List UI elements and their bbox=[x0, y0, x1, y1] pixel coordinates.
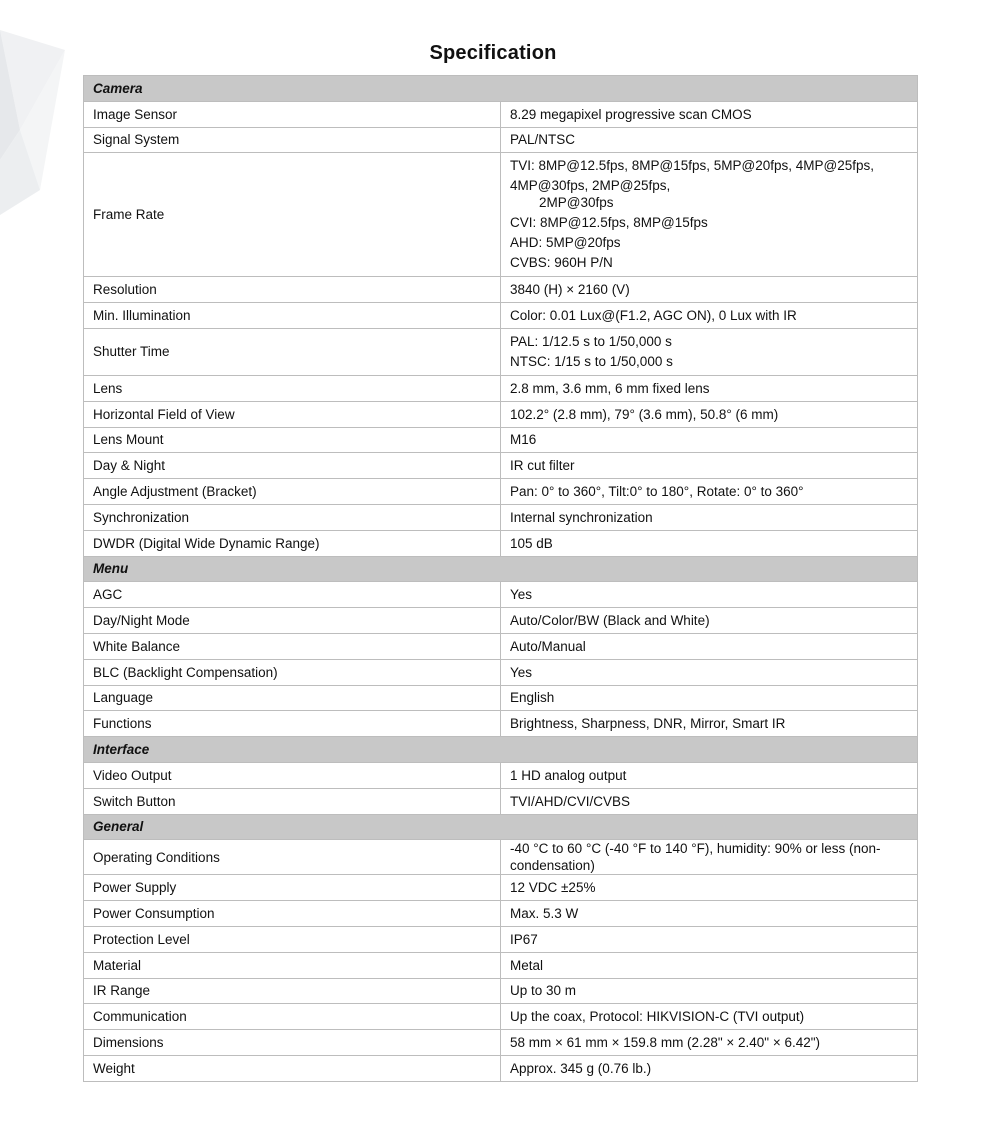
spec-value bbox=[501, 277, 918, 303]
spec-value bbox=[501, 401, 918, 427]
spec-value bbox=[501, 582, 918, 608]
spec-value-line: NTSC: 1/15 s to 1/50,000 s bbox=[510, 353, 673, 369]
spec-value bbox=[501, 926, 918, 952]
spec-label: Lens Mount bbox=[84, 427, 501, 453]
table-row bbox=[84, 277, 918, 303]
spec-value-line: 2MP@30fps bbox=[539, 195, 614, 211]
spec-value bbox=[501, 530, 918, 556]
table-row bbox=[84, 608, 918, 634]
spec-label: Material bbox=[84, 952, 501, 978]
spec-value bbox=[501, 153, 918, 277]
spec-label: Shutter Time bbox=[84, 328, 501, 375]
spec-value-line: Up to 30 m bbox=[510, 983, 577, 999]
table-row bbox=[84, 901, 918, 927]
table-row bbox=[84, 427, 918, 453]
spec-value-line: English bbox=[510, 690, 555, 706]
table-row bbox=[84, 530, 918, 556]
spec-label: Switch Button bbox=[84, 788, 501, 814]
spec-value bbox=[501, 1055, 918, 1081]
section-header-interface bbox=[84, 737, 918, 763]
spec-label: Day & Night bbox=[84, 453, 501, 479]
table-row bbox=[84, 1055, 918, 1081]
spec-value-line: Up the coax, Protocol: HIKVISION-C (TVI output) bbox=[510, 1009, 805, 1025]
spec-value-line: -40 °C to 60 °C (-40 °F to 140 °F), humidity: 90% or less (non-condensation) bbox=[510, 841, 881, 874]
spec-value-line: Pan: 0° to 360°, Tilt:0° to 180°, Rotate: 0° to 360° bbox=[510, 484, 804, 500]
spec-label: Lens bbox=[84, 375, 501, 401]
spec-label: Functions bbox=[84, 711, 501, 737]
spec-label: Horizontal Field of View bbox=[84, 401, 501, 427]
spec-value bbox=[501, 762, 918, 788]
spec-value-line: Yes bbox=[510, 587, 533, 603]
table-row bbox=[84, 952, 918, 978]
spec-label: Power Supply bbox=[84, 875, 501, 901]
spec-value-line: TVI: 8MP@12.5fps, 8MP@15fps, 5MP@20fps, 4MP@25fps, 4MP@30fps, 2MP@25fps, bbox=[510, 158, 874, 194]
table-row bbox=[84, 582, 918, 608]
table-row bbox=[84, 659, 918, 685]
table-row bbox=[84, 840, 918, 875]
table-row bbox=[84, 453, 918, 479]
spec-label: Min. Illumination bbox=[84, 303, 501, 329]
table-row bbox=[84, 685, 918, 711]
spec-value bbox=[501, 1004, 918, 1030]
spec-value bbox=[501, 127, 918, 153]
table-row bbox=[84, 303, 918, 329]
spec-value-line: 3840 (H) × 2160 (V) bbox=[510, 282, 630, 298]
specification-table bbox=[83, 75, 918, 1082]
spec-label: Power Consumption bbox=[84, 901, 501, 927]
spec-label: Angle Adjustment (Bracket) bbox=[84, 479, 501, 505]
section-title: General bbox=[84, 814, 918, 840]
table-row bbox=[84, 762, 918, 788]
spec-label: White Balance bbox=[84, 633, 501, 659]
spec-label: Resolution bbox=[84, 277, 501, 303]
table-row bbox=[84, 328, 918, 375]
spec-value bbox=[501, 901, 918, 927]
section-title: Menu bbox=[84, 556, 918, 582]
table-row bbox=[84, 101, 918, 127]
spec-label: Weight bbox=[84, 1055, 501, 1081]
table-row bbox=[84, 504, 918, 530]
spec-value-line: Max. 5.3 W bbox=[510, 906, 579, 922]
spec-value bbox=[501, 328, 918, 375]
spec-value bbox=[501, 1030, 918, 1056]
spec-value bbox=[501, 685, 918, 711]
table-row bbox=[84, 978, 918, 1004]
spec-value-line: IR cut filter bbox=[510, 458, 575, 474]
spec-label: Day/Night Mode bbox=[84, 608, 501, 634]
section-title: Camera bbox=[84, 76, 918, 102]
spec-label: DWDR (Digital Wide Dynamic Range) bbox=[84, 530, 501, 556]
spec-value-line: Metal bbox=[510, 957, 544, 973]
spec-value-line: Brightness, Sharpness, DNR, Mirror, Smart IR bbox=[510, 716, 786, 732]
spec-value-line: 2.8 mm, 3.6 mm, 6 mm fixed lens bbox=[510, 380, 710, 396]
page-title: Specification bbox=[429, 42, 557, 64]
spec-value bbox=[501, 840, 918, 875]
spec-label: Communication bbox=[84, 1004, 501, 1030]
section-title: Interface bbox=[84, 737, 918, 763]
spec-value-line: Auto/Manual bbox=[510, 638, 586, 654]
spec-value bbox=[501, 608, 918, 634]
spec-value bbox=[501, 711, 918, 737]
section-header-camera bbox=[84, 76, 918, 102]
table-row bbox=[84, 479, 918, 505]
spec-value bbox=[501, 504, 918, 530]
spec-label: Signal System bbox=[84, 127, 501, 153]
spec-value bbox=[501, 633, 918, 659]
section-header-general bbox=[84, 814, 918, 840]
spec-value bbox=[501, 101, 918, 127]
spec-value-line: M16 bbox=[510, 432, 537, 448]
spec-label: IR Range bbox=[84, 978, 501, 1004]
spec-label: Synchronization bbox=[84, 504, 501, 530]
spec-value bbox=[501, 659, 918, 685]
spec-value bbox=[501, 479, 918, 505]
spec-value-line: CVI: 8MP@12.5fps, 8MP@15fps bbox=[510, 215, 708, 231]
table-row bbox=[84, 127, 918, 153]
spec-value-line: TVI/AHD/CVI/CVBS bbox=[510, 793, 631, 809]
spec-value-line: 8.29 megapixel progressive scan CMOS bbox=[510, 106, 752, 122]
spec-value-line: Approx. 345 g (0.76 lb.) bbox=[510, 1060, 652, 1076]
spec-label: BLC (Backlight Compensation) bbox=[84, 659, 501, 685]
spec-label: Video Output bbox=[84, 762, 501, 788]
spec-value-line: 1 HD analog output bbox=[510, 767, 627, 783]
spec-value bbox=[501, 875, 918, 901]
table-row bbox=[84, 926, 918, 952]
spec-value-line: 105 dB bbox=[510, 535, 553, 551]
spec-value-line: Auto/Color/BW (Black and White) bbox=[510, 613, 710, 629]
spec-value-line: CVBS: 960H P/N bbox=[510, 255, 613, 271]
table-row bbox=[84, 1004, 918, 1030]
spec-label: Frame Rate bbox=[84, 153, 501, 277]
spec-value-line: Yes bbox=[510, 664, 533, 680]
spec-value bbox=[501, 375, 918, 401]
spec-value-line: IP67 bbox=[510, 931, 538, 947]
spec-value-line: PAL: 1/12.5 s to 1/50,000 s bbox=[510, 333, 672, 349]
spec-value-line: PAL/NTSC bbox=[510, 132, 576, 148]
spec-value bbox=[501, 952, 918, 978]
spec-label: Protection Level bbox=[84, 926, 501, 952]
table-row bbox=[84, 788, 918, 814]
spec-value bbox=[501, 303, 918, 329]
spec-label: Image Sensor bbox=[84, 101, 501, 127]
table-row bbox=[84, 1030, 918, 1056]
spec-label: Dimensions bbox=[84, 1030, 501, 1056]
spec-value-line: 12 VDC ±25% bbox=[510, 880, 596, 896]
spec-label: AGC bbox=[84, 582, 501, 608]
spec-value bbox=[501, 978, 918, 1004]
spec-value-line: 102.2° (2.8 mm), 79° (3.6 mm), 50.8° (6 mm) bbox=[510, 406, 779, 422]
spec-value-line: 58 mm × 61 mm × 159.8 mm (2.28" × 2.40" × 6.42") bbox=[510, 1035, 821, 1050]
section-header-menu bbox=[84, 556, 918, 582]
spec-value bbox=[501, 453, 918, 479]
table-row bbox=[84, 153, 918, 277]
spec-value-line: Internal synchronization bbox=[510, 509, 653, 525]
table-row bbox=[84, 711, 918, 737]
spec-label: Language bbox=[84, 685, 501, 711]
table-row bbox=[84, 633, 918, 659]
table-row bbox=[84, 401, 918, 427]
spec-value bbox=[501, 788, 918, 814]
table-row bbox=[84, 375, 918, 401]
spec-value-line: Color: 0.01 Lux@(F1.2, AGC ON), 0 Lux with IR bbox=[510, 308, 797, 324]
spec-value bbox=[501, 427, 918, 453]
table-row bbox=[84, 875, 918, 901]
spec-label: Operating Conditions bbox=[84, 840, 501, 875]
spec-value-line: AHD: 5MP@20fps bbox=[510, 235, 621, 251]
